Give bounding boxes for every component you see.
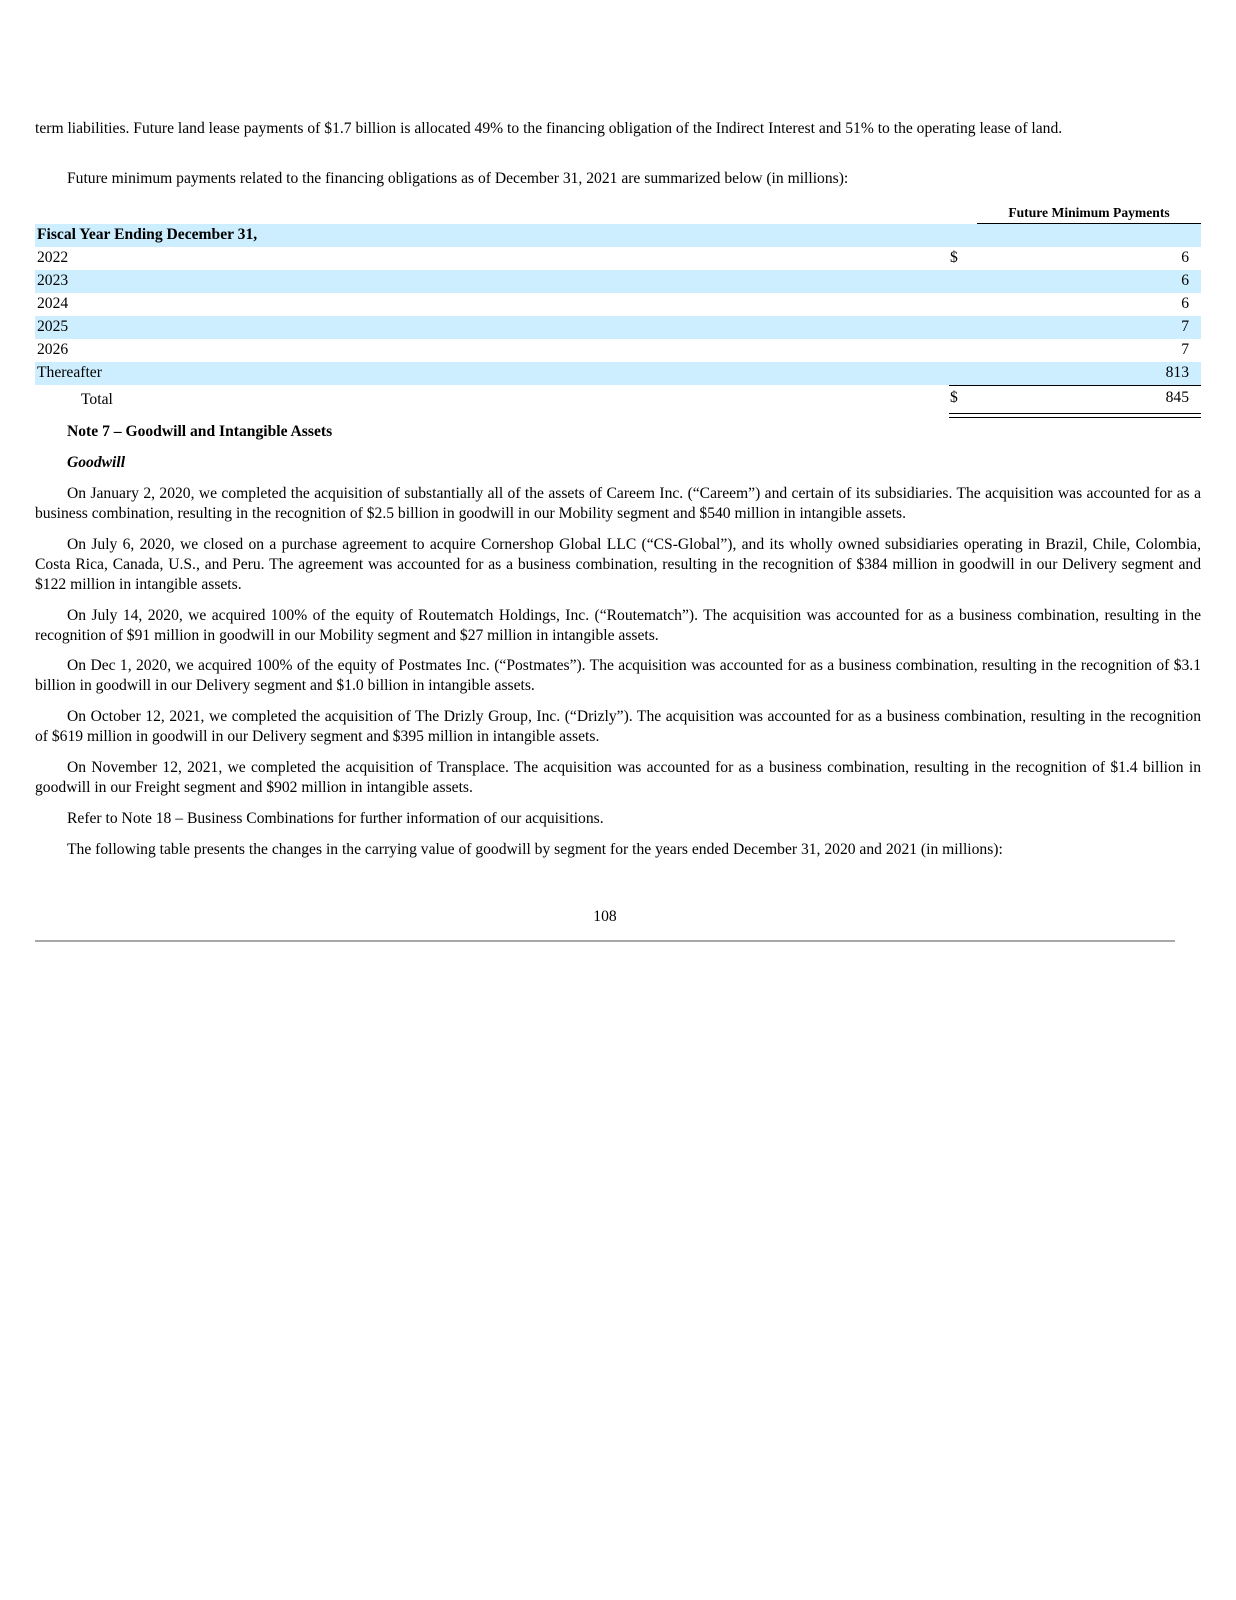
row-value: 813 (1165, 364, 1189, 381)
paragraph-routematch: On July 14, 2020, we acquired 100% of the equity of Routematch Holdings, Inc. (“Routematch”). The acquisition was accounted for as a business combination, resulting in the recognition of $91 million in goodwill in our Mobility segment and $27 million in intangible assets. (35, 607, 1201, 644)
table-row (35, 293, 1201, 316)
table-total-row (35, 385, 1201, 412)
paragraph-cornershop: On July 6, 2020, we closed on a purchase agreement to acquire Cornershop Global LLC (“CS-Global”), and its wholly owned subsidiaries operating in Brazil, Chile, Colombia, Costa Rica, Canada, U.S., and Peru. The agreement was accounted for as a business combination, resulting in the recognition of $384 million in goodwill in our Delivery segment and $122 million in intangible assets. (35, 536, 1201, 593)
row-value: 6 (1181, 295, 1189, 312)
paragraph-goodwill-table-intro: The following table presents the changes in the carrying value of goodwill by segment for the years ended December 31, 2020 and 2021 (in millions): (67, 841, 1003, 858)
total-label: Total (81, 391, 113, 408)
table-row (35, 247, 1201, 270)
table-row (35, 270, 1201, 293)
column-header-future-minimum-payments: Future Minimum Payments (977, 205, 1201, 224)
row-label: 2022 (37, 249, 69, 266)
financing-obligations-table (35, 202, 1201, 412)
note-heading: Note 7 – Goodwill and Intangible Assets (67, 423, 333, 440)
table-title: Fiscal Year Ending December 31, (37, 226, 258, 243)
row-value: 7 (1181, 318, 1189, 335)
table-title-row (35, 224, 1201, 247)
page-number: 108 (593, 908, 617, 925)
total-double-rule (949, 417, 1201, 418)
row-label: 2024 (37, 295, 69, 312)
paragraph-note-reference: Refer to Note 18 – Business Combinations for further information of our acquisitions. (67, 810, 604, 827)
footer-rule (35, 940, 1175, 942)
row-label: 2026 (37, 341, 69, 358)
row-label: 2025 (37, 318, 69, 335)
dollar-sign: $ (950, 249, 958, 266)
table-row (35, 316, 1201, 339)
paragraph-drizly: On October 12, 2021, we completed the acquisition of The Drizly Group, Inc. (“Drizly”). The acquisition was accounted for as a business combination, resulting in the recognition of $619 million in goodwill in our Delivery segment and $395 million in intangible assets. (35, 708, 1201, 745)
total-value: 845 (1165, 389, 1189, 406)
paragraph-postmates: On Dec 1, 2020, we acquired 100% of the equity of Postmates Inc. (“Postmates”). The acquisition was accounted for as a business combination, resulting in the recognition of $3.1 billion in goodwill in our Delivery segment and $1.0 billion in intangible assets. (35, 657, 1201, 694)
row-value: 7 (1181, 341, 1189, 358)
dollar-sign: $ (950, 389, 958, 406)
total-top-rule (949, 385, 1201, 386)
row-value: 6 (1181, 249, 1189, 266)
paragraph-careem: On January 2, 2020, we completed the acquisition of substantially all of the assets of Careem Inc. (“Careem”) and certain of its subsidiaries. The acquisition was accounted for as a business combination, resulting in the recognition of $2.5 billion in goodwill in our Mobility segment and $540 million in intangible assets. (35, 485, 1201, 522)
paragraph-financing-intro: Future minimum payments related to the financing obligations as of December 31, 2021 are summarized below (in millions): (67, 170, 849, 187)
row-label: 2023 (37, 272, 69, 289)
row-label: Thereafter (37, 364, 102, 381)
table-row (35, 362, 1201, 385)
table-row (35, 339, 1201, 362)
table-header-row (35, 202, 1201, 224)
paragraph-term-liabilities: term liabilities. Future land lease payments of $1.7 billion is allocated 49% to the financing obligation of the Indirect Interest and 51% to the operating lease of land. (35, 120, 1063, 137)
total-double-rule (949, 413, 1201, 414)
paragraph-transplace: On November 12, 2021, we completed the acquisition of Transplace. The acquisition was accounted for as a business combination, resulting in the recognition of $1.4 billion in goodwill in our Freight segment and $902 million in intangible assets. (35, 759, 1201, 796)
row-value: 6 (1181, 272, 1189, 289)
section-subheading: Goodwill (67, 454, 126, 471)
